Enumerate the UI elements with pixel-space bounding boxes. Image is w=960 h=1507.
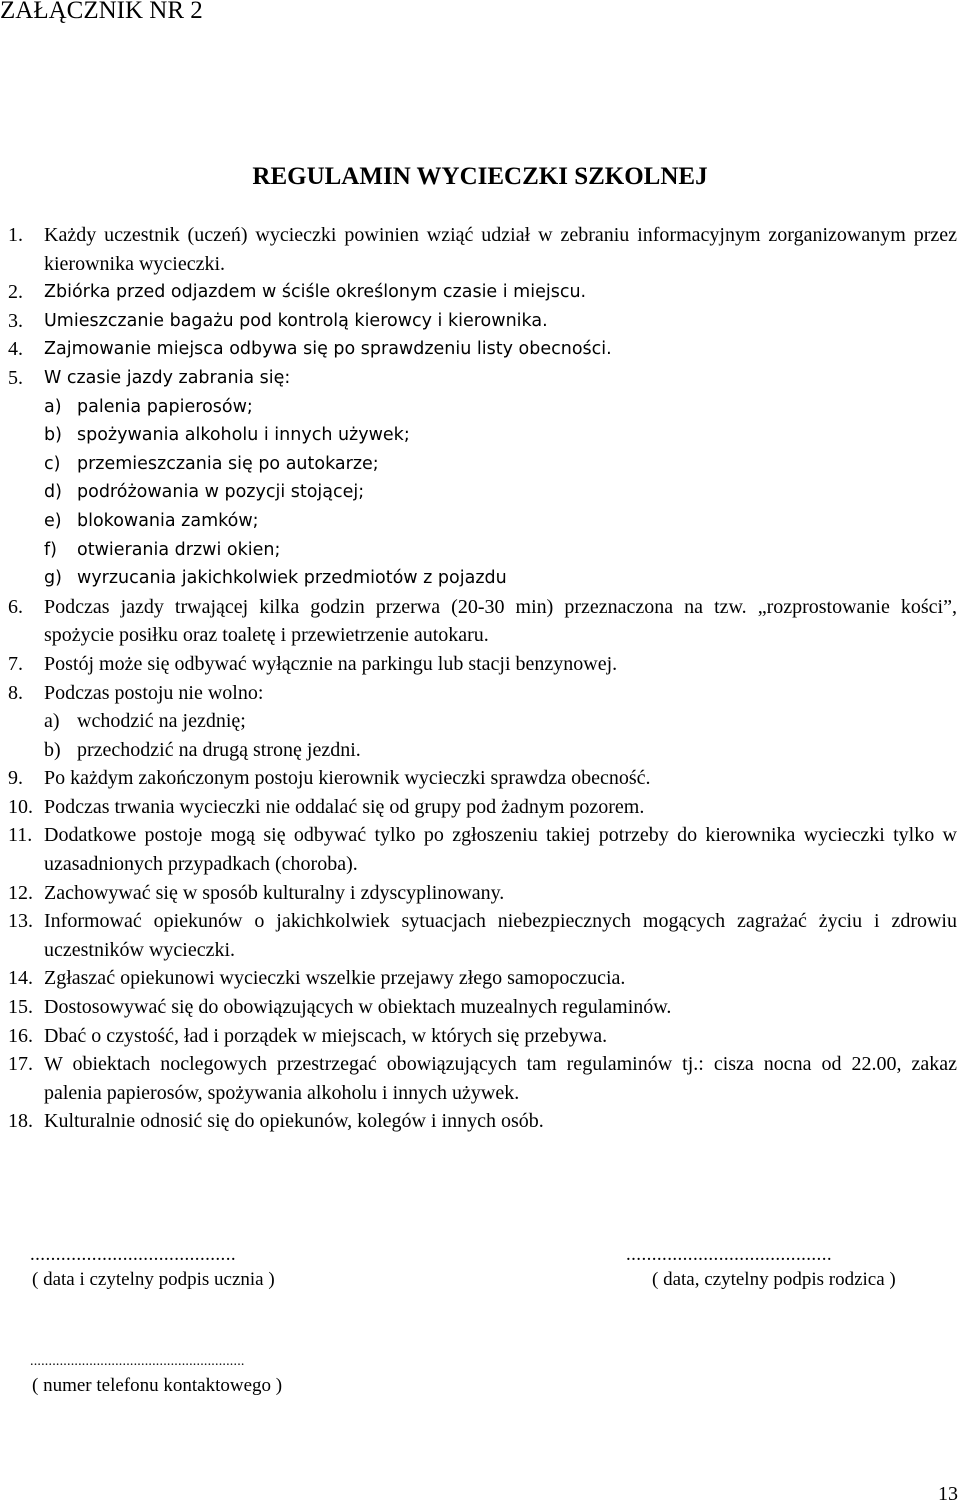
sub-letter: a): [44, 396, 62, 417]
rule-text: Postój może się odbywać wyłącznie na parkingu lub stacji benzynowej.: [44, 652, 618, 675]
rule-number: 7.: [8, 652, 23, 675]
rule-number: 8.: [8, 681, 23, 704]
parent-signature-line: ........................................: [626, 1244, 832, 1265]
rule-number: 2.: [8, 281, 23, 304]
sub-item: [44, 421, 957, 450]
annex-label: ZAŁĄCZNIK NR 2: [0, 0, 203, 24]
rule-text: Umieszczanie bagażu pod kontrolą kierowcy i kierownika.: [44, 310, 548, 331]
phone-number-label: ( numer telefonu kontaktowego ): [32, 1375, 283, 1396]
sub-letter: f): [44, 539, 57, 560]
rule-item-13: [0, 907, 957, 964]
rule-text: W czasie jazdy zabrania się:: [44, 367, 291, 388]
rule-item-12: [0, 879, 957, 908]
rule-item-8: [0, 679, 957, 765]
rule-text: Dbać o czystość, ład i porządek w miejscach, w których się przebywa.: [44, 1024, 608, 1047]
rule-item-11: [0, 821, 957, 878]
rule-item-7: [0, 650, 957, 679]
sub-text: blokowania zamków;: [77, 510, 259, 531]
rule-number: 6.: [8, 595, 23, 618]
rule-text: Po każdym zakończonym postoju kierownik wycieczki sprawdza obecność.: [44, 767, 651, 790]
rule-text: Dostosowywać się do obowiązujących w obiektach muzealnych regulaminów.: [44, 996, 672, 1019]
rule-text: Podczas trwania wycieczki nie oddalać się od grupy pod żadnym pozorem.: [44, 795, 645, 818]
sub-letter: b): [44, 425, 62, 446]
sub-text: palenia papierosów;: [77, 396, 253, 417]
rule-number: 11.: [8, 824, 33, 847]
page-number: 13: [938, 1483, 958, 1505]
rule-text: Zachowywać się w sposób kulturalny i zdyscyplinowany.: [44, 881, 505, 904]
sub-item: [44, 393, 957, 422]
sub-list: [44, 707, 957, 764]
rule-text: Podczas postoju nie wolno:: [44, 681, 264, 704]
sub-letter: a): [44, 710, 60, 733]
sub-letter: d): [44, 482, 62, 503]
student-signature-line: ........................................: [30, 1244, 236, 1265]
sub-letter: b): [44, 738, 61, 761]
sub-text: otwierania drzwi okien;: [77, 539, 281, 560]
rule-item-18: [0, 1107, 957, 1136]
sub-list: [44, 393, 957, 593]
rule-item-6: [0, 593, 957, 650]
rule-text: Podczas jazdy trwającej kilka godzin przerwa (20-30 min) przeznaczona na tzw. „rozprostowanie kości”, spożycie posiłku oraz toaletę i przewietrzenie autokaru.: [44, 595, 957, 647]
rule-text: Informować opiekunów o jakichkolwiek sytuacjach niebezpiecznych mogących zagrażać życiu i zdrowiu uczestników wycieczki.: [44, 910, 957, 961]
rule-item-9: [0, 764, 957, 793]
rule-number: 18.: [8, 1110, 33, 1133]
sub-text: wchodzić na jezdnię;: [77, 710, 246, 733]
rule-number: 5.: [8, 366, 23, 389]
sub-text: podróżowania w pozycji stojącej;: [77, 482, 365, 503]
sub-text: przemieszczania się po autokarze;: [77, 453, 379, 474]
rule-item-2: [0, 278, 957, 307]
sub-item: [44, 450, 957, 479]
rule-number: 1.: [8, 224, 23, 246]
rule-number: 16.: [8, 1024, 33, 1047]
rule-item-14: [0, 964, 957, 993]
rule-number: 15.: [8, 996, 33, 1019]
sub-item: [44, 536, 957, 565]
sub-item: [44, 507, 957, 536]
rules-list: [0, 221, 960, 1136]
rule-number: 12.: [8, 881, 33, 904]
rule-number: 13.: [8, 910, 33, 933]
sub-text: przechodzić na drugą stronę jezdni.: [77, 738, 361, 761]
rule-number: 3.: [8, 309, 23, 332]
rule-number: 10.: [8, 795, 33, 818]
rule-text: W obiektach noclegowych przestrzegać obowiązujących tam regulaminów tj.: cisza nocna od 22.00, zakaz palenia papierosów, spożywania alkoholu i innych używek.: [44, 1053, 957, 1104]
rule-text: Zajmowanie miejsca odbywa się po sprawdzeniu listy obecności.: [44, 339, 612, 360]
rule-text: Zgłaszać opiekunowi wycieczki wszelkie przejawy złego samopoczucia.: [44, 967, 626, 990]
rule-number: 14.: [8, 967, 33, 990]
phone-number-line: ..........................................................: [30, 1354, 245, 1369]
sub-item: [44, 564, 957, 593]
parent-signature-label: ( data, czytelny podpis rodzica ): [652, 1269, 896, 1290]
student-signature-label: ( data i czytelny podpis ucznia ): [32, 1269, 275, 1290]
rule-text: Kulturalnie odnosić się do opiekunów, kolegów i innych osób.: [44, 1110, 544, 1133]
sub-item: [44, 478, 957, 507]
sub-letter: e): [44, 510, 62, 531]
rule-item-3: [0, 307, 957, 336]
document-title: REGULAMIN WYCIECZKI SZKOLNEJ: [252, 163, 708, 190]
sub-item: [44, 736, 957, 765]
rule-item-4: [0, 335, 957, 364]
rule-number: 17.: [8, 1053, 33, 1076]
sub-letter: c): [44, 453, 61, 474]
rule-item-16: [0, 1022, 957, 1051]
sub-text: spożywania alkoholu i innych używek;: [77, 425, 410, 446]
sub-text: wyrzucania jakichkolwiek przedmiotów z pojazdu: [77, 568, 507, 589]
rule-text: Każdy uczestnik (uczeń) wycieczki powinien wziąć udział w zebraniu informacyjnym zorganizowanym przez kierownika wycieczki.: [44, 224, 957, 275]
rule-item-15: [0, 993, 957, 1022]
sub-item: [44, 707, 957, 736]
rule-number: 9.: [8, 767, 23, 790]
rule-text: Zbiórka przed odjazdem w ściśle określonym czasie i miejscu.: [44, 282, 587, 303]
rule-item-5: [0, 364, 957, 593]
rule-item-1: [0, 221, 957, 278]
sub-letter: g): [44, 568, 62, 589]
rule-item-17: [0, 1050, 957, 1107]
rule-number: 4.: [8, 338, 23, 361]
rule-text: Dodatkowe postoje mogą się odbywać tylko po zgłoszeniu takiej potrzeby do kierownika wycieczki tylko w uzasadnionych przypadkach (choroba).: [44, 824, 957, 876]
rule-item-10: [0, 793, 957, 822]
